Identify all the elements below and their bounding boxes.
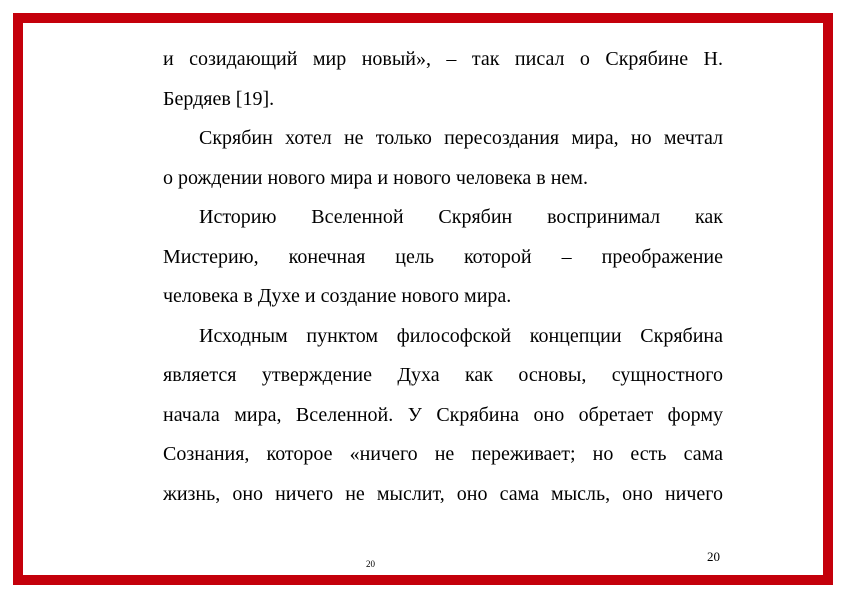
- text-line: является утверждение Духа как основы, сущностного: [163, 364, 723, 386]
- text-line: начала мира, Вселенной. У Скрябина оно обретает форму: [163, 403, 723, 426]
- page-number-large: 20: [707, 549, 720, 564]
- text-line: Бердяев [19].: [163, 87, 275, 110]
- page-number-small: 20: [366, 559, 375, 569]
- text-line: Историю Вселенной Скрябин воспринимал как: [199, 206, 723, 228]
- body-text: [163, 40, 723, 514]
- text-line: Сознания, которое «ничего не переживает; но есть сама: [163, 443, 723, 465]
- text-line: Скрябин хотел не только пересоздания мира, но мечтал: [199, 127, 723, 149]
- text-line: человека в Духе и создание нового мира.: [163, 285, 512, 307]
- text-line: о рождении нового мира и нового человека в нем.: [163, 166, 588, 189]
- text-line: Мистерию, конечная цель которой – преображение: [163, 245, 723, 268]
- text-line: Исходным пунктом философской концепции Скрябина: [199, 324, 723, 347]
- text-line: и созидающий мир новый», – так писал о Скрябине Н.: [163, 48, 723, 70]
- text-line: жизнь, оно ничего не мыслит, оно сама мысль, оно ничего: [163, 482, 723, 505]
